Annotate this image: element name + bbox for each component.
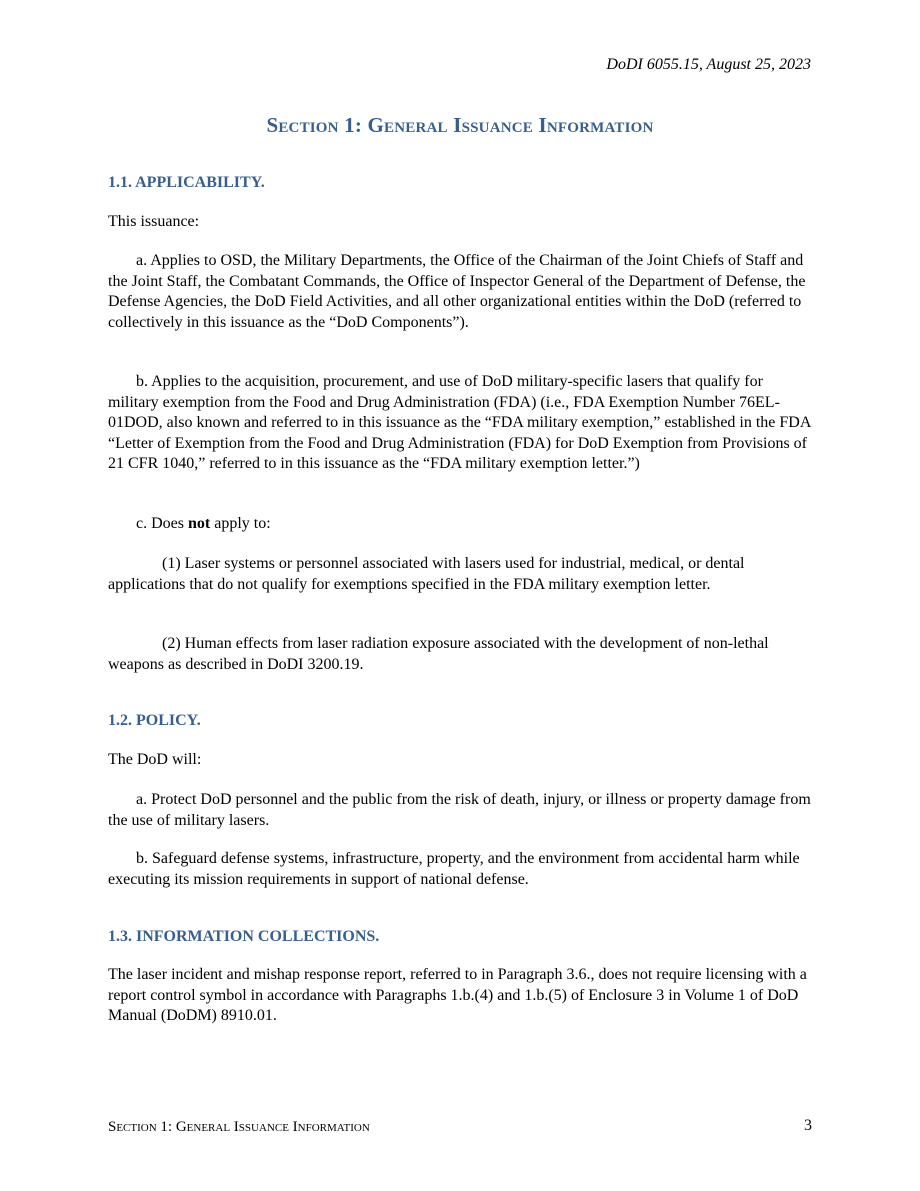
paragraph-policy-b [108, 849, 812, 890]
emphasis-not: not [187, 515, 211, 532]
section-title: Section 1: General Issuance Information [266, 113, 654, 137]
paragraph-applicability-c1 [108, 554, 812, 595]
paragraph-policy-intro: The DoD will: [108, 751, 202, 768]
text-run: apply to: [210, 515, 271, 532]
paragraph-text: (2) Human effects from laser radiation exposure associated with the development of non-lethal weapons as described in DoDI 3200.19. [108, 635, 769, 673]
paragraph-text: a. Protect DoD personnel and the public from the risk of death, injury, or illness or property damage from the use of military lasers. [108, 791, 811, 829]
footer-section-label: Section 1: General Issuance Information [108, 1119, 370, 1135]
paragraph-applicability-a [108, 251, 812, 333]
footer-page-number: 3 [804, 1117, 812, 1134]
heading-policy: 1.2. POLICY. [108, 712, 201, 729]
document-reference: DoDI 6055.15, August 25, 2023 [606, 56, 811, 73]
paragraph-applicability-c [108, 514, 812, 535]
paragraph-text: The laser incident and mishap response report, referred to in Paragraph 3.6., does not require licensing with a report control symbol in accordance with Paragraphs 1.b.(4) and 1.b.(5) of Enclosure 3 in Volume 1 of DoD Manual (DoDM) 8910.01. [108, 966, 807, 1024]
heading-applicability: 1.1. APPLICABILITY. [108, 174, 265, 191]
paragraph-information-collections [108, 965, 812, 1027]
paragraph-text: a. Applies to OSD, the Military Departments, the Office of the Chairman of the Joint Chiefs of Staff and the Joint Staff, the Combatant Commands, the Office of Inspector General of the Department of Defense, the Defense Agencies, the DoD Field Activities, and all other organizational entities within the DoD (referred to collectively in this issuance as the “DoD Components”). [108, 252, 806, 331]
paragraph-text: b. Safeguard defense systems, infrastructure, property, and the environment from accidental harm while executing its mission requirements in support of national defense. [108, 850, 800, 888]
paragraph-applicability-b [108, 372, 812, 475]
paragraph-applicability-c2 [108, 634, 812, 675]
paragraph-text: b. Applies to the acquisition, procurement, and use of DoD military-specific lasers that qualify for military exemption from the Food and Drug Administration (FDA) (i.e., FDA Exemption Number 76EL-01DOD, also known and referred to in this issuance as the “FDA military exemption,” established in the FDA “Letter of Exemption from the Food and Drug Administration (FDA) for DoD Exemption from Provisions of 21 CFR 1040,” referred to in this issuance as the “FDA military exemption letter.”) [108, 373, 811, 472]
heading-information-collections: 1.3. INFORMATION COLLECTIONS. [108, 928, 380, 945]
paragraph-text: (1) Laser systems or personnel associated with lasers used for industrial, medical, or dental applications that do not qualify for exemptions specified in the FDA military exemption letter. [108, 555, 745, 593]
text-run: c. Does [136, 515, 188, 532]
paragraph-policy-a [108, 790, 812, 831]
paragraph-text [108, 514, 812, 535]
paragraph-applicability-intro: This issuance: [108, 213, 200, 230]
